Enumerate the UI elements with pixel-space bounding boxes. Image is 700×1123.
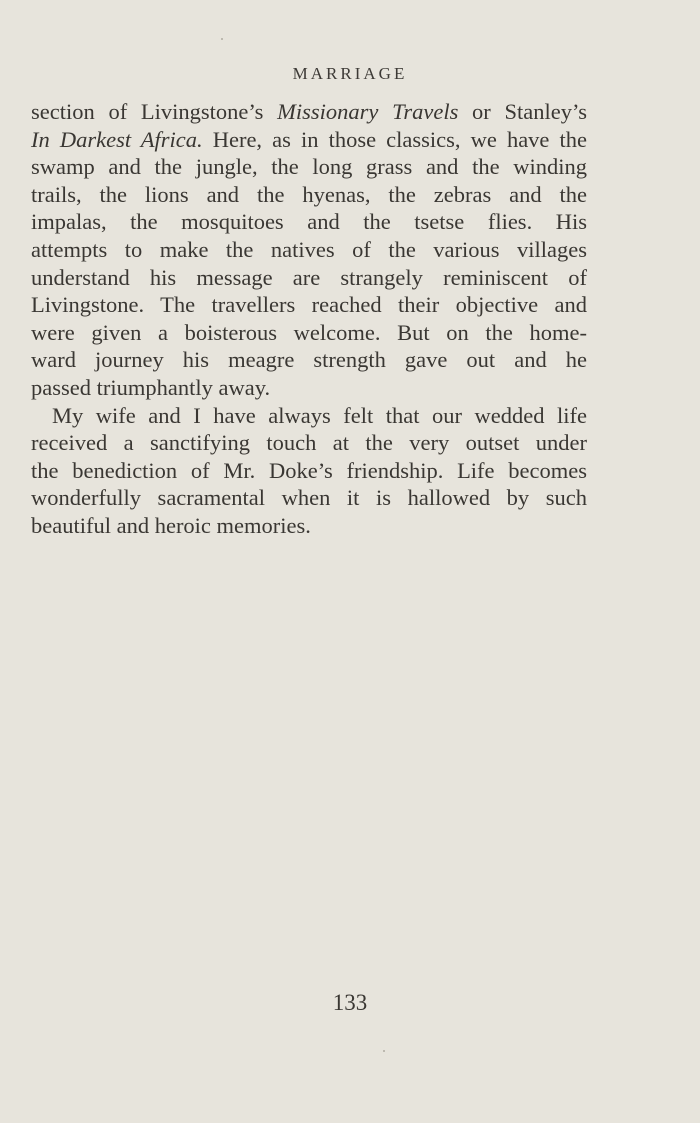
text-line: attempts to make the natives of the various villages — [31, 236, 587, 262]
book-title-italic: Missionary Travels — [277, 99, 459, 124]
text-line: were given a boisterous welcome. But on the home- — [31, 319, 587, 345]
text-line: ward journey his meagre strength gave out and he — [31, 347, 587, 373]
text-line — [31, 98, 587, 126]
text-line — [31, 126, 587, 154]
text-run: section of Livingstone’s — [31, 99, 278, 124]
text-line: trails, the lions and the hyenas, the zebras and the — [31, 181, 587, 207]
text-line: impalas, the mosquitoes and the tsetse flies. His — [31, 209, 587, 235]
text-run: or Stanley’s — [458, 99, 587, 124]
text-line: received a sanctifying touch at the very outset under — [31, 430, 587, 456]
text-line: understand his message are strangely reminiscent of — [31, 264, 587, 290]
text-line: My wife and I have always felt that our wedded life — [52, 402, 587, 428]
text-line: swamp and the jungle, the long grass and the winding — [31, 154, 587, 180]
text-line: passed triumphantly away. — [31, 374, 271, 400]
text-line: Livingstone. The travellers reached their objective and — [31, 292, 587, 318]
text-line: beautiful and heroic memories. — [31, 512, 311, 538]
page-number: 133 — [332, 990, 368, 1015]
body-text — [31, 98, 587, 540]
text-line: the benediction of Mr. Doke’s friendship. Life becomes — [31, 457, 587, 483]
book-title-italic: In Darkest Africa. — [31, 126, 203, 152]
paper-speck — [383, 1050, 385, 1052]
running-head: MARRIAGE — [292, 64, 408, 83]
text-run: Here, as in those classics, we have the — [202, 126, 587, 152]
text-line: wonderfully sacramental when it is hallowed by such — [31, 485, 587, 511]
paper-speck — [221, 38, 223, 40]
